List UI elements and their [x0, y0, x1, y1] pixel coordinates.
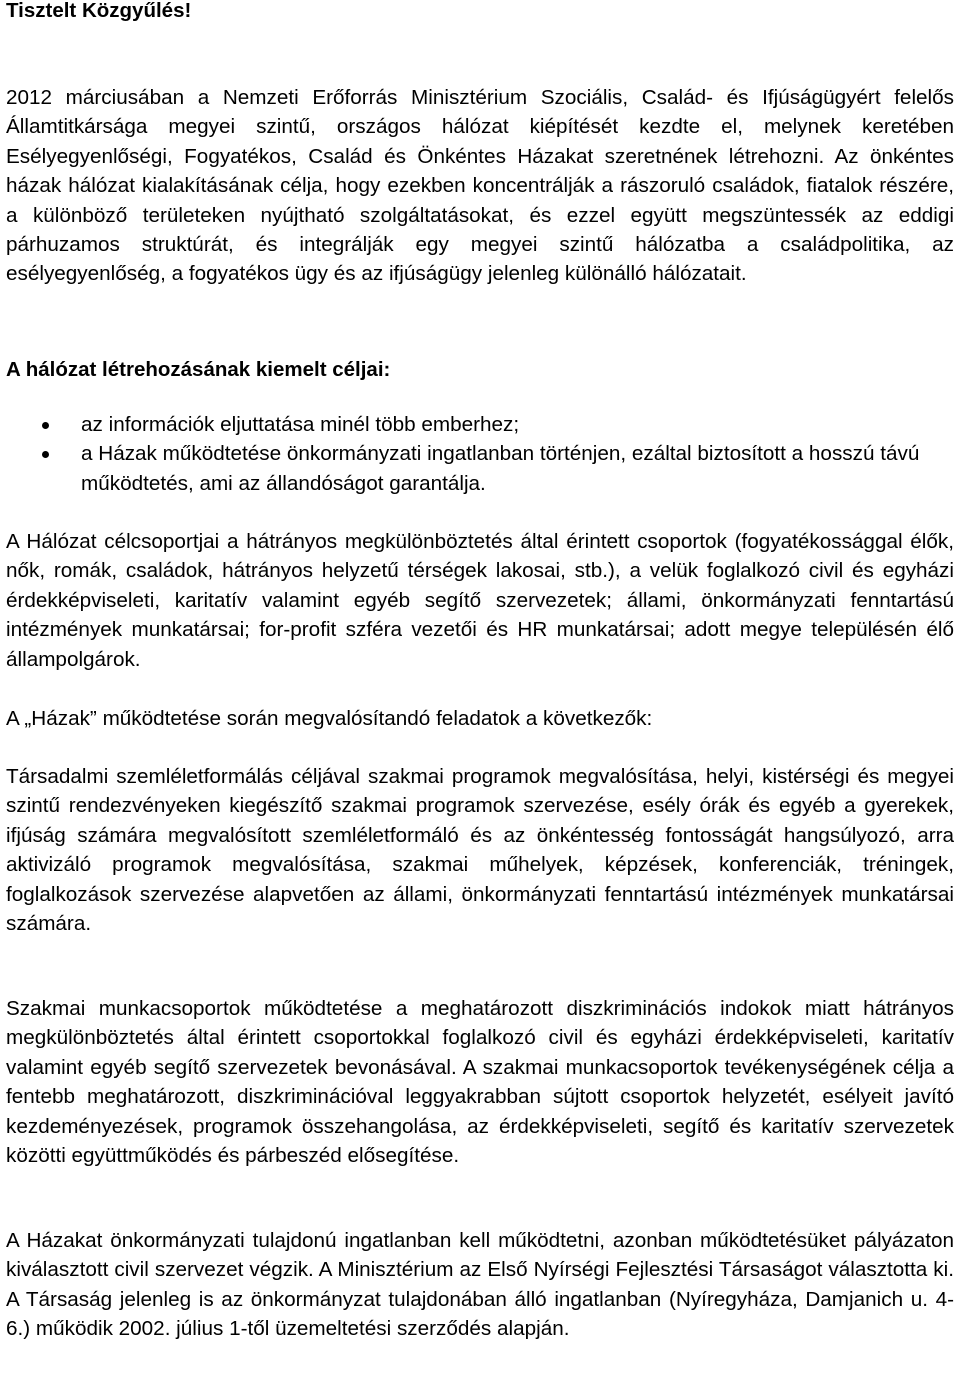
- houses-paragraph: A Házakat önkormányzati tulajdonú ingatlanban kell működtetni, azonban működtetésüket pályázaton kiválasztott civil szervezet végzik. A Minisztérium az Első Nyírségi Fejlesztési Társaságot választotta ki. A Társaság jelenleg is az önkormányzat tulajdonában álló ingatlanban (Nyíregyháza, Damjanich u. 4-6.) működik 2002. július 1-től üzemeltetési szerződés alapján.: [6, 1229, 954, 1341]
- goal-item: [6, 410, 954, 439]
- greeting: Tisztelt Közgyűlés!: [6, 0, 192, 22]
- social-paragraph: Társadalmi szemléletformálás céljával szakmai programok megvalósítása, helyi, kistérségi és megyei szintű rendezvényeken kiegészítő szakmai programok szervezése, esély órák és egyéb a gyerekek, ifjúság számára megvalósított szemléletformáló és az önkéntesség fontosságát hangsúlyozó, arra aktivizáló programok megvalósítása, szakmai műhelyek, képzések, konferenciák, tréningek, foglalkozások szervezése alapvetően az állami, önkormányzati fenntartású intézmények munkatársai számára.: [6, 765, 954, 936]
- intro-paragraph: 2012 márciusában a Nemzeti Erőforrás Minisztérium Szociális, Család- és Ifjúságügyért felelős Államtitkársága megyei szintű, országos hálózat kiépítését kezdte el, melynek keretében Esélyegyenlőségi, Fogyatékos, Család és Önkéntes Házakat szeretnének létrehozni. Az önkéntes házak hálózat kialakításának célja, hogy ezekben koncentrálják a rászoruló családok, fiatalok részére, a különböző területeken nyújtható szolgáltatásokat, és ezzel együtt megszüntessék az eddigi párhuzamos struktúrát, és integrálják egy megyei szintű hálózatba a családpolitika, az esélyegyenlőség, a fogyatékos ügy és az ifjúságügy jelenleg különálló hálózatait.: [6, 86, 954, 286]
- goal-item: [6, 439, 954, 498]
- goal-item-text: a Házak működtetése önkormányzati ingatlanban történjen, ezáltal biztosított a hosszú távú működtetés, ami az állandóságot garantálja.: [81, 442, 920, 495]
- tasks-intro-paragraph: A „Házak” működtetése során megvalósítandó feladatok a következők:: [6, 707, 653, 730]
- goals-heading: A hálózat létrehozásának kiemelt céljai:: [6, 358, 391, 381]
- target-group-paragraph: A Hálózat célcsoportjai a hátrányos megkülönböztetés által érintett csoportok (fogyatékossággal élők, nők, romák, családok, hátrányos helyzetű térségek lakosai, stb.), a velük foglalkozó civil és egyházi érdekképviseleti, karitatív valamint egyéb segítő szervezetek; állami, önkormányzati fenntartású intézmények munkatársai; for-profit szféra vezetői és HR munkatársai; adott megye településén élő állampolgárok.: [6, 530, 954, 671]
- bullet-icon: [42, 422, 49, 429]
- bullet-icon: [42, 451, 49, 458]
- workgroups-paragraph: Szakmai munkacsoportok működtetése a meghatározott diszkriminációs indokok miatt hátrányos megkülönböztetés által érintett csoportokkal foglalkozó civil és egyházi érdekképviseleti, karitatív valamint egyéb segítő szervezetek bevonásával. A szakmai munkacsoportok tevékenységének célja a fentebb meghatározott, diszkriminációval leggyakrabban sújtott csoportok helyzetét, esélyeit javító kezdeményezések, programok összehangolása, az érdekképviseleti, segítő és karitatív szervezetek közötti együttműködés és párbeszéd elősegítése.: [6, 997, 954, 1168]
- goals-list: [6, 410, 954, 498]
- goal-item-text: az információk eljuttatása minél több emberhez;: [81, 413, 520, 436]
